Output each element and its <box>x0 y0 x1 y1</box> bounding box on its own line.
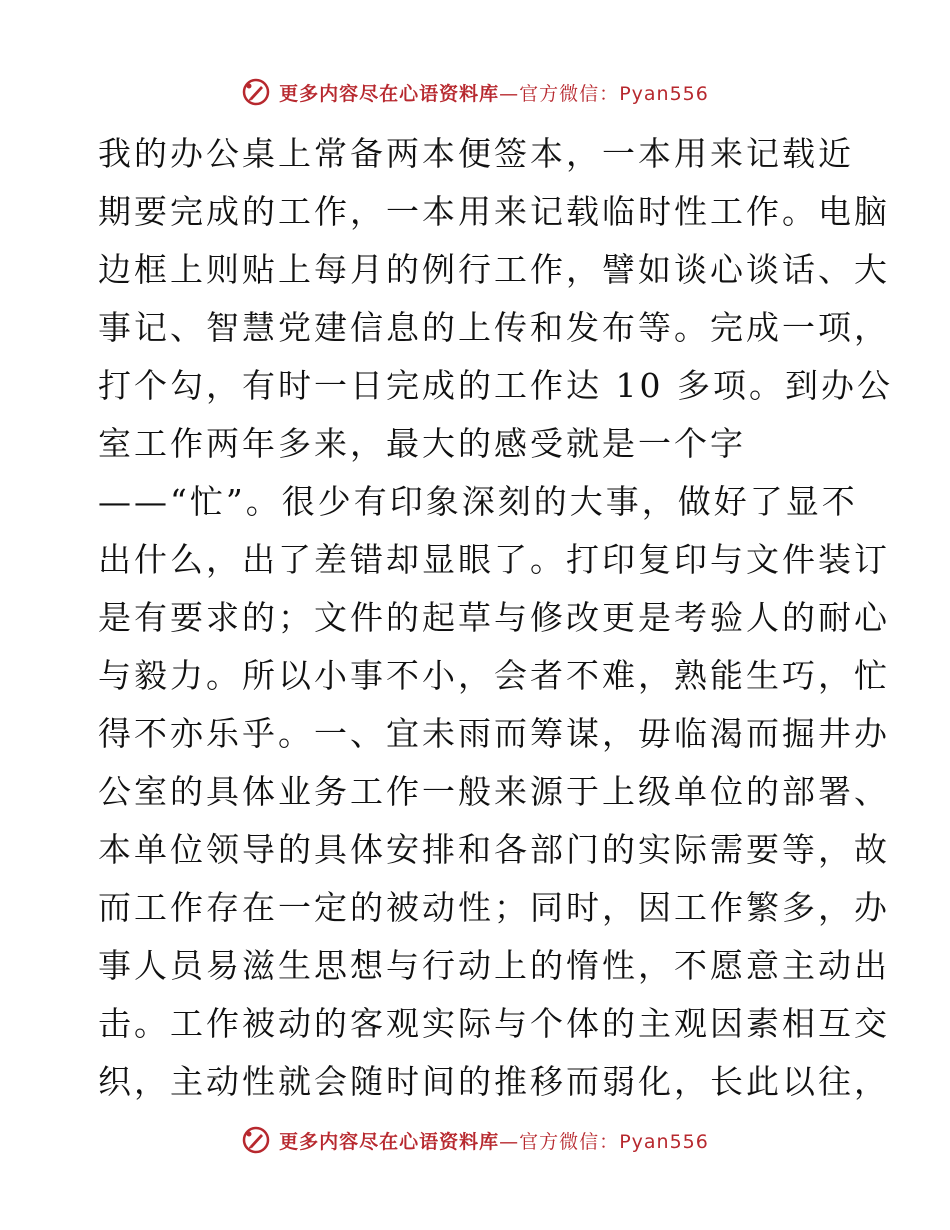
body-line: 织，主动性就会随时间的推移而弱化，长此以往， <box>98 1062 890 1101</box>
body-line: 边框上则贴上每月的例行工作，譬如谈心谈话、大 <box>98 250 890 289</box>
body-line: 打个勾，有时一日完成的工作达 10 多项。到办公 <box>98 366 893 405</box>
footer-wechat-label: 官方微信： <box>519 1130 620 1153</box>
body-line: 出什么，出了差错却显眼了。打印复印与文件装订 <box>98 540 890 579</box>
footer-watermark-text <box>279 1127 709 1154</box>
header-main-text: 更多内容尽在心语资料库 <box>279 82 500 105</box>
header-banner <box>0 72 950 112</box>
document-body <box>98 125 893 1111</box>
header-separator: — <box>499 82 520 105</box>
header-watermark-text <box>279 79 709 106</box>
body-line: 事人员易滋生思想与行动上的惰性，不愿意主动出 <box>98 946 890 985</box>
body-line: 期要完成的工作，一本用来记载临时性工作。电脑 <box>98 192 890 231</box>
body-line: 击。工作被动的客观实际与个体的主观因素相互交 <box>98 1004 890 1043</box>
body-line: 得不亦乐乎。一、宜未雨而筹谋，毋临渴而掘井办 <box>98 714 890 753</box>
body-line: 本单位领导的具体安排和各部门的实际需要等，故 <box>98 830 890 869</box>
body-line: 而工作存在一定的被动性；同时，因工作繁多，办 <box>98 888 890 927</box>
body-line: ——“忙”。很少有印象深刻的大事，做好了显不 <box>98 482 858 521</box>
footer-main-text: 更多内容尽在心语资料库 <box>279 1130 500 1153</box>
body-line: 与毅力。所以小事不小，会者不难，熟能生巧，忙 <box>98 656 890 695</box>
body-line: 是有要求的；文件的起草与修改更是考验人的耐心 <box>98 598 890 637</box>
body-line: 我的办公桌上常备两本便签本，一本用来记载近 <box>98 134 854 173</box>
body-line: 公室的具体业务工作一般来源于上级单位的部署、 <box>98 772 890 811</box>
header-wechat-id: Pyan556 <box>619 82 709 105</box>
body-line: 室工作两年多来，最大的感受就是一个字 <box>98 424 746 463</box>
footer-wechat-id: Pyan556 <box>619 1130 709 1153</box>
footer-separator: — <box>499 1130 520 1153</box>
header-wechat-label: 官方微信： <box>519 82 620 105</box>
body-line: 事记、智慧党建信息的上传和发布等。完成一项， <box>98 308 890 347</box>
pen-circle-logo-icon <box>241 77 271 107</box>
footer-banner <box>0 1120 950 1160</box>
pen-circle-logo-icon <box>241 1125 271 1155</box>
